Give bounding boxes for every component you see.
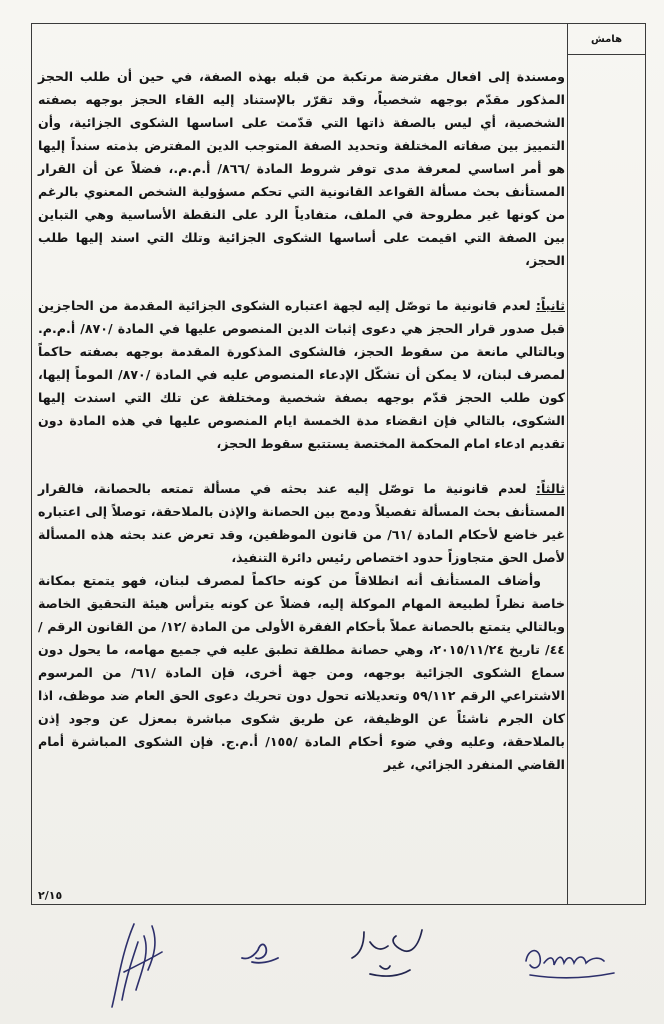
paragraph-3-text: لعدم قانونية ما توصّل إليه عند بحثه في مسألة تمتعه بالحصانة، فالقرار المستأنف بحث المسألة تفصيلاً ودمج بين الحصانة والإذن بالملاحقة، توصلاً إلى اعتباره غير خاضع لأحكام المادة ‎/٦١/‎ من قانون الموظفين، وقد تعرض عند بحثه هذه المسألة لأصل الحق متجاوزاً حدود اختصاص رئيس دائرة التنفيذ، <box>38 481 565 565</box>
signature-3 <box>340 920 430 990</box>
page-frame <box>31 23 646 905</box>
page-number: ٢/١٥ <box>38 889 63 902</box>
signature-4 <box>520 935 620 985</box>
paragraph-2 <box>38 294 565 455</box>
paragraph-2-lead: ثانياً: <box>535 298 565 313</box>
signature-2 <box>238 938 282 966</box>
paragraph-2-text: لعدم قانونية ما توصّل إليه لجهة اعتباره الشكوى الجزائية المقدمة من الحاجزين قبل صدور قرار الحجز هي دعوى إثبات الدين المنصوص عليها في المادة ‎/٨٧٠/‎ أ.م.م. وبالتالي مانعة من سقوط الحجز، فالشكوى المذكورة المقدمة بوجهه بصفته حاكماً لمصرف لبنان، لا يمكن أن تشكّل الإدعاء المنصوص عليه في المادة ‎/٨٧٠/‎ الموماً إليها، كون طلب الحجز قدّم بوجهه بصفة شخصية ومختلفة عن تلك التي اسندت إليها الشكوى، بالتالي فإن انقضاء مدة الخمسة ايام المنصوص عليها في هذه المادة دون تقديم ادعاء امام المحكمة المختصة يستتبع سقوط الحجز، <box>38 298 565 451</box>
paragraph-1-text: ومسندة إلى افعال مفترضة مرتكبة من قبله بهذه الصفة، في حين أن طلب الحجز المذكور مقدّم بوجهه شخصياً، وقد تقرّر بالإستناد إليه القاء الحجز بوجهه بصفته الشخصية، أي ليس بالصفة ذاتها التي قدّمت على اساسها الشكوى الجزائية، وأن التمييز بين صفاته المختلفة وتحديد الصفة المتوجب الدين المفترض بذمته سنداً إليها هو أمر اساسي لمعرفة مدى توفر شروط المادة ‎/٨٦٦/‎ أ.م.م.، فضلاً عن أن القرار المستأنف بحث مسألة القواعد القانونية التي تحكم مسؤولية الشخص المعنوي بالرغم من كونها غير مطروحة في الملف، متفادياً الرد على النقطة الأساسية وهي التباين بين الصفة التي اقيمت على أساسها الشكوى الجزائية وتلك التي اسند إليها طلب الحجز، <box>38 69 565 268</box>
body-text <box>38 65 565 776</box>
margin-header: هامش <box>568 24 645 55</box>
paragraph-1 <box>38 65 565 272</box>
paragraph-3 <box>38 477 565 569</box>
margin-column <box>567 24 645 904</box>
signature-1 <box>92 912 172 1012</box>
paragraph-4-text: وأضاف المستأنف أنه انطلاقاً من كونه حاكماً لمصرف لبنان، فهو يتمتع بمكانة خاصة نظراً لطبيعة المهام الموكلة إليه، فضلاً عن كونه يترأس هيئة التحقيق الخاصة وبالتالي يتمتع بالحصانة عملاً بأحكام الفقرة الأولى من المادة ‎/١٢/‎ من القانون الرقم ‎/٤٤/‎ تاريخ ‎٢٠١٥/١١/٢٤‎، وهي حصانة مطلقة تطبق عليه في جميع مهامه، ما يحول دون سماع الشكوى الجزائية بوجهه، ومن جهة أخرى، فإن المادة ‎/٦١/‎ من المرسوم الاشتراعي الرقم ‎٥٩/١١٢‎ وتعديلاته تحول دون تحريك دعوى الحق العام ضد موظف، اذا كان الجرم ناشئاً عن الوظيفة، عن طريق شكوى مباشرة بمعزل عن وجود إذن بالملاحقة، وعليه وفي ضوء أحكام المادة ‎/١٥٥/‎ أ.م.ج. فإن الشكوى المباشرة أمام القاضي المنفرد الجزائي، غير <box>38 573 565 772</box>
paragraph-3-lead: ثالثاً: <box>535 481 565 496</box>
paragraph-4 <box>38 569 565 776</box>
